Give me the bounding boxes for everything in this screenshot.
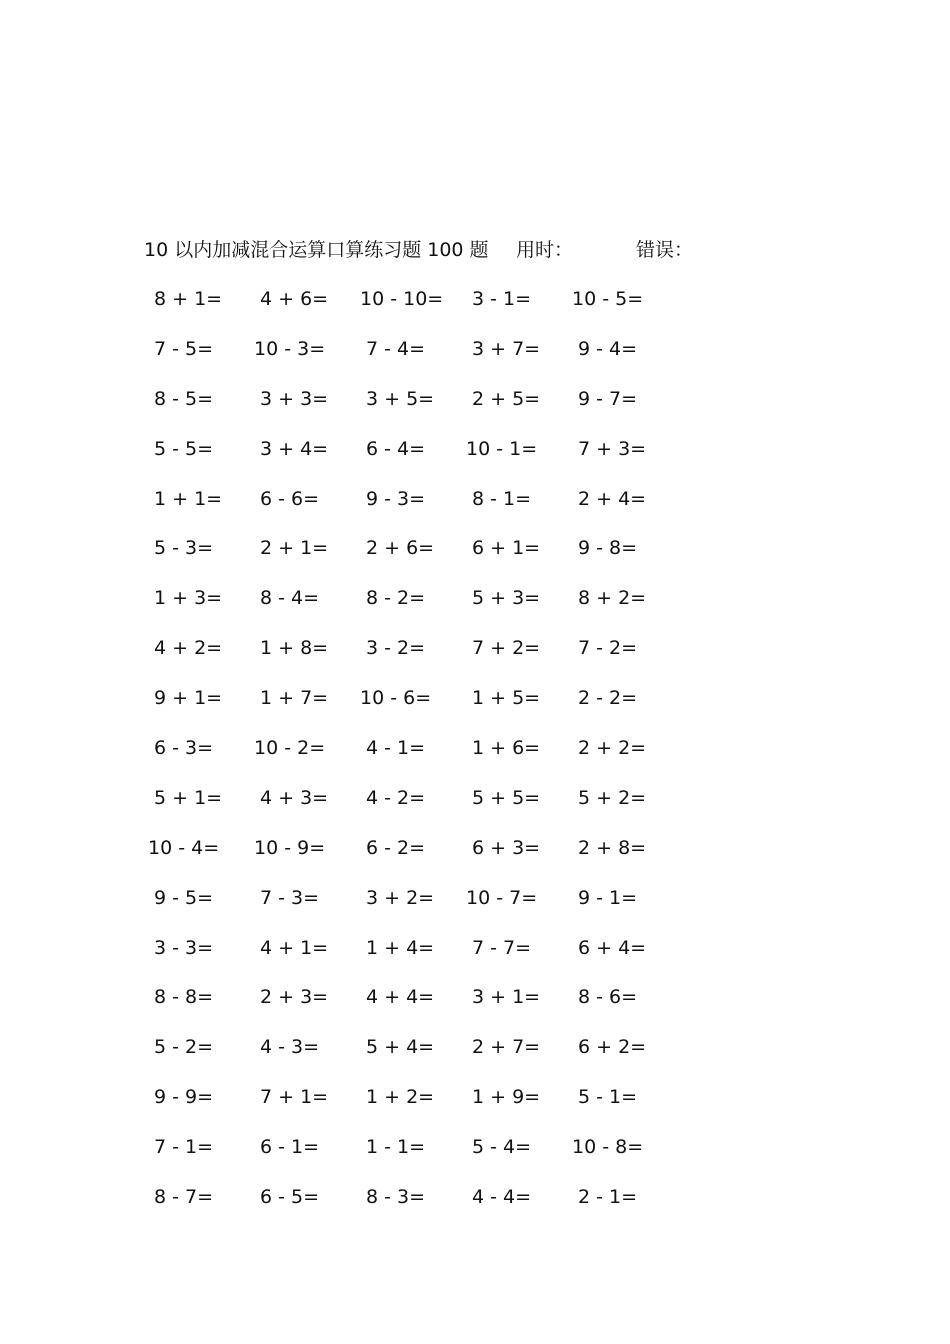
problem-expression: 9 - 7= <box>578 387 638 410</box>
problem-expression: 6 - 6= <box>260 487 320 510</box>
problem-expression: 9 - 4= <box>578 337 638 360</box>
problem-expression: 4 + 3= <box>260 786 329 809</box>
problem-cell <box>254 1182 359 1212</box>
problem-expression: 2 + 3= <box>260 986 329 1009</box>
problem-cell <box>254 1082 359 1112</box>
problem-cell <box>254 783 359 813</box>
problem-expression: 10 - 4= <box>148 836 220 859</box>
problem-cell <box>148 1082 253 1112</box>
problem-cell <box>360 1182 465 1212</box>
problem-expression: 1 + 1= <box>154 487 223 510</box>
problem-row <box>148 583 688 633</box>
problem-cell <box>254 334 359 364</box>
problem-row <box>148 783 688 833</box>
problem-expression: 2 + 8= <box>578 836 647 859</box>
problem-expression: 7 - 3= <box>260 886 320 909</box>
problem-cell <box>148 583 253 613</box>
problem-expression: 7 - 1= <box>154 1136 214 1159</box>
problem-cell <box>148 1182 253 1212</box>
problem-cell <box>254 533 359 563</box>
problem-cell <box>148 533 253 563</box>
problem-cell <box>360 334 465 364</box>
problem-expression: 1 + 5= <box>472 687 541 710</box>
problem-cell <box>360 384 465 414</box>
problem-expression: 3 - 3= <box>154 936 214 959</box>
problem-row <box>148 733 688 783</box>
problem-cell <box>572 284 677 314</box>
problem-expression: 6 - 5= <box>260 1186 320 1209</box>
problem-cell <box>254 633 359 663</box>
problem-expression: 6 + 1= <box>472 537 541 560</box>
problem-cell <box>360 833 465 863</box>
problem-cell <box>572 733 677 763</box>
problem-cell <box>254 434 359 464</box>
problem-expression: 8 - 5= <box>154 387 214 410</box>
problem-expression: 8 - 1= <box>472 487 532 510</box>
problem-cell <box>148 434 253 464</box>
problem-cell <box>360 883 465 913</box>
problem-cell <box>572 1032 677 1062</box>
problem-cell <box>466 1082 571 1112</box>
problem-cell <box>572 533 677 563</box>
problem-expression: 5 + 1= <box>154 786 223 809</box>
problem-cell <box>254 883 359 913</box>
problem-cell <box>466 1182 571 1212</box>
problem-cell <box>466 583 571 613</box>
problem-expression: 2 + 4= <box>578 487 647 510</box>
problem-expression: 2 + 1= <box>260 537 329 560</box>
problem-expression: 4 - 3= <box>260 1036 320 1059</box>
problem-expression: 7 - 5= <box>154 337 214 360</box>
problem-expression: 8 + 1= <box>154 288 223 310</box>
problem-expression: 3 + 3= <box>260 387 329 410</box>
problem-expression: 4 + 6= <box>260 288 329 310</box>
problem-expression: 2 - 1= <box>578 1186 638 1209</box>
problem-cell <box>360 783 465 813</box>
errors-label: 错误： <box>636 239 694 261</box>
problem-row <box>148 1082 688 1132</box>
problem-cell <box>360 583 465 613</box>
problem-cell <box>572 1132 677 1162</box>
problem-expression: 8 - 6= <box>578 986 638 1009</box>
problem-cell <box>360 633 465 663</box>
problem-expression: 5 - 4= <box>472 1136 532 1159</box>
problem-cell <box>148 484 253 514</box>
problem-expression: 6 + 3= <box>472 836 541 859</box>
problem-row <box>148 933 688 983</box>
problem-cell <box>148 883 253 913</box>
problem-cell <box>148 933 253 963</box>
problem-expression: 9 - 5= <box>154 886 214 909</box>
problem-expression: 10 - 9= <box>254 836 326 859</box>
problem-cell <box>360 733 465 763</box>
problem-expression: 5 + 5= <box>472 786 541 809</box>
problem-expression: 7 - 7= <box>472 936 532 959</box>
problem-expression: 9 - 9= <box>154 1086 214 1109</box>
worksheet-header <box>144 236 764 264</box>
problem-cell <box>572 1182 677 1212</box>
problem-cell <box>148 1032 253 1062</box>
problem-expression: 3 + 5= <box>366 387 435 410</box>
problem-row <box>148 484 688 534</box>
problem-expression: 7 - 2= <box>578 637 638 660</box>
problem-expression: 6 + 4= <box>578 936 647 959</box>
problem-cell <box>148 733 253 763</box>
problem-row <box>148 434 688 484</box>
problem-cell <box>360 933 465 963</box>
problem-expression: 3 + 2= <box>366 886 435 909</box>
problem-cell <box>466 883 571 913</box>
problem-cell <box>148 633 253 663</box>
problem-expression: 7 - 4= <box>366 337 426 360</box>
problem-expression: 3 - 1= <box>472 288 532 310</box>
problem-expression: 1 + 2= <box>366 1086 435 1109</box>
problem-expression: 5 - 2= <box>154 1036 214 1059</box>
problem-expression: 4 + 4= <box>366 986 435 1009</box>
problem-expression: 8 + 2= <box>578 587 647 610</box>
problem-cell <box>466 833 571 863</box>
worksheet-title: 10 以内加减混合运算口算练习题 100 题 <box>144 239 489 261</box>
problem-expression: 10 - 1= <box>466 437 538 460</box>
problem-cell <box>466 1132 571 1162</box>
problem-expression: 8 - 2= <box>366 587 426 610</box>
problem-expression: 10 - 7= <box>466 886 538 909</box>
problem-row <box>148 1032 688 1082</box>
problem-expression: 4 - 1= <box>366 737 426 760</box>
problem-expression: 6 - 3= <box>154 737 214 760</box>
problem-cell <box>148 783 253 813</box>
problem-row <box>148 982 688 1032</box>
problem-expression: 1 - 1= <box>366 1136 426 1159</box>
problem-cell <box>148 982 253 1012</box>
problem-cell <box>360 484 465 514</box>
problem-expression: 1 + 7= <box>260 687 329 710</box>
problem-expression: 1 + 6= <box>472 737 541 760</box>
problem-cell <box>360 434 465 464</box>
problem-expression: 10 - 10= <box>360 288 444 310</box>
problem-cell <box>148 284 253 314</box>
problem-cell <box>572 484 677 514</box>
problem-cell <box>148 334 253 364</box>
problem-row <box>148 384 688 434</box>
problem-expression: 8 - 8= <box>154 986 214 1009</box>
problem-cell <box>254 484 359 514</box>
problem-cell <box>572 683 677 713</box>
problem-expression: 8 - 3= <box>366 1186 426 1209</box>
problem-cell <box>254 1032 359 1062</box>
problem-expression: 2 + 7= <box>472 1036 541 1059</box>
problem-row <box>148 1132 688 1182</box>
problem-expression: 10 - 3= <box>254 337 326 360</box>
problem-row <box>148 833 688 883</box>
problem-expression: 5 - 5= <box>154 437 214 460</box>
problem-cell <box>360 982 465 1012</box>
problem-row <box>148 1182 688 1232</box>
problem-expression: 9 - 1= <box>578 886 638 909</box>
problem-expression: 10 - 8= <box>572 1136 644 1159</box>
problem-cell <box>254 384 359 414</box>
problem-expression: 2 - 2= <box>578 687 638 710</box>
problem-expression: 5 + 3= <box>472 587 541 610</box>
problem-expression: 3 + 4= <box>260 437 329 460</box>
problem-cell <box>254 833 359 863</box>
problem-expression: 10 - 5= <box>572 288 644 310</box>
problem-cell <box>572 633 677 663</box>
problem-expression: 3 + 1= <box>472 986 541 1009</box>
problem-cell <box>466 1032 571 1062</box>
problem-expression: 10 - 6= <box>360 687 432 710</box>
problem-expression: 5 + 2= <box>578 786 647 809</box>
problem-cell <box>466 733 571 763</box>
problem-cell <box>254 1132 359 1162</box>
problem-cell <box>254 284 359 314</box>
problem-expression: 8 - 7= <box>154 1186 214 1209</box>
problem-cell <box>148 384 253 414</box>
problem-expression: 2 + 5= <box>472 387 541 410</box>
problem-expression: 7 + 1= <box>260 1086 329 1109</box>
problem-cell <box>572 982 677 1012</box>
problem-row <box>148 683 688 733</box>
problem-cell <box>360 1132 465 1162</box>
problem-cell <box>572 334 677 364</box>
problem-expression: 2 + 6= <box>366 537 435 560</box>
problem-cell <box>360 683 465 713</box>
problem-row <box>148 533 688 583</box>
problem-expression: 6 + 2= <box>578 1036 647 1059</box>
problem-expression: 5 + 4= <box>366 1036 435 1059</box>
problem-cell <box>148 683 253 713</box>
problem-expression: 10 - 2= <box>254 737 326 760</box>
problem-cell <box>466 384 571 414</box>
problem-cell <box>466 982 571 1012</box>
problem-cell <box>360 1032 465 1062</box>
problem-expression: 5 - 3= <box>154 537 214 560</box>
problem-cell <box>254 733 359 763</box>
problem-cell <box>572 833 677 863</box>
problem-cell <box>148 1132 253 1162</box>
problem-expression: 9 + 1= <box>154 687 223 710</box>
problem-expression: 8 - 4= <box>260 587 320 610</box>
problem-row <box>148 284 688 334</box>
problem-expression: 1 + 3= <box>154 587 223 610</box>
problem-cell <box>254 683 359 713</box>
problem-cell <box>148 833 253 863</box>
problem-cell <box>572 933 677 963</box>
problem-row <box>148 633 688 683</box>
problem-expression: 3 + 7= <box>472 337 541 360</box>
problem-cell <box>466 683 571 713</box>
problem-row <box>148 883 688 933</box>
problem-expression: 2 + 2= <box>578 737 647 760</box>
problem-expression: 4 + 1= <box>260 936 329 959</box>
problem-cell <box>572 434 677 464</box>
problem-cell <box>360 284 465 314</box>
problem-row <box>148 334 688 384</box>
problem-cell <box>572 883 677 913</box>
problem-cell <box>360 533 465 563</box>
problem-expression: 4 - 2= <box>366 786 426 809</box>
problem-expression: 9 - 3= <box>366 487 426 510</box>
problem-expression: 6 - 1= <box>260 1136 320 1159</box>
problem-cell <box>466 284 571 314</box>
problem-expression: 7 + 3= <box>578 437 647 460</box>
problem-cell <box>466 334 571 364</box>
problem-expression: 1 + 4= <box>366 936 435 959</box>
problem-cell <box>572 583 677 613</box>
problem-expression: 7 + 2= <box>472 637 541 660</box>
problem-cell <box>466 783 571 813</box>
problem-expression: 6 - 4= <box>366 437 426 460</box>
problem-cell <box>572 783 677 813</box>
problem-cell <box>572 1082 677 1112</box>
problem-expression: 6 - 2= <box>366 836 426 859</box>
problem-cell <box>466 633 571 663</box>
problem-cell <box>466 533 571 563</box>
problem-expression: 4 + 2= <box>154 637 223 660</box>
problem-cell <box>360 1082 465 1112</box>
problem-expression: 1 + 8= <box>260 637 329 660</box>
problem-cell <box>466 434 571 464</box>
problem-cell <box>466 933 571 963</box>
problem-cell <box>254 583 359 613</box>
problem-grid <box>148 284 688 1232</box>
problem-cell <box>254 982 359 1012</box>
problem-expression: 4 - 4= <box>472 1186 532 1209</box>
problem-expression: 1 + 9= <box>472 1086 541 1109</box>
problem-cell <box>254 933 359 963</box>
problem-expression: 9 - 8= <box>578 537 638 560</box>
time-used-label: 用时： <box>516 239 574 261</box>
problem-cell <box>572 384 677 414</box>
problem-expression: 5 - 1= <box>578 1086 638 1109</box>
problem-expression: 3 - 2= <box>366 637 426 660</box>
problem-cell <box>466 484 571 514</box>
